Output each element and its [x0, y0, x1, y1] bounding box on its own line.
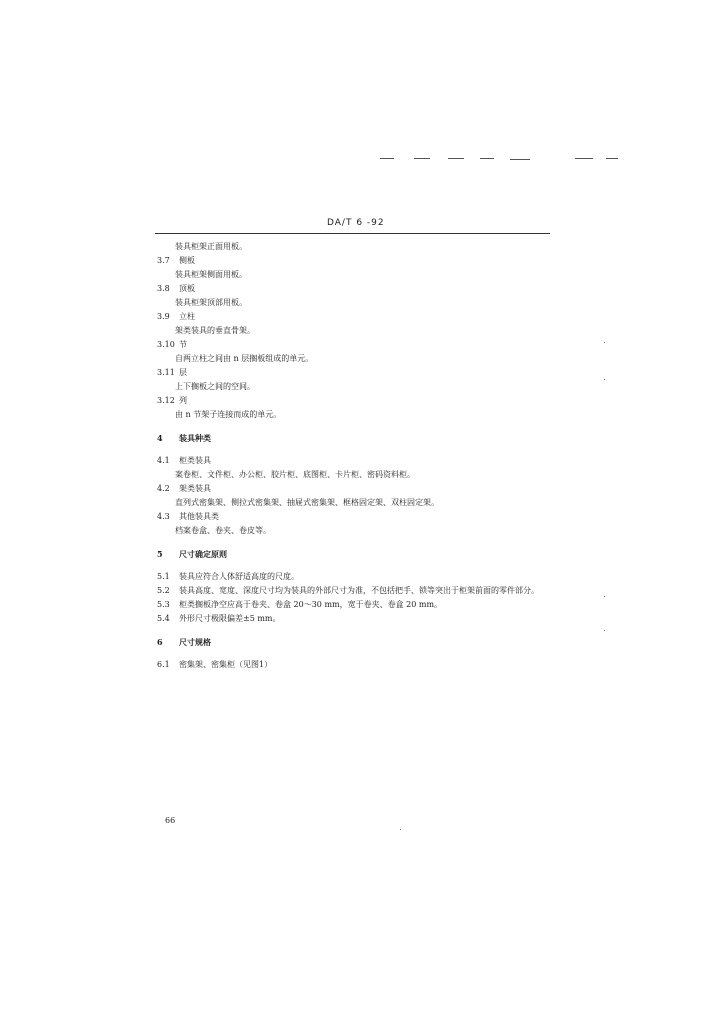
clause-heading: 3.8 顶板 [157, 284, 195, 293]
clause-text: 直列式密集架、侧拉式密集架、抽屉式密集架、框格固定架、双柱固定架。 [175, 498, 439, 507]
document-code: DA/T 6 -92 [323, 218, 389, 228]
definition-text: 由 n 节架子连接而成的单元。 [175, 410, 282, 419]
header-rule [155, 233, 550, 234]
scan-artifact-dashes [380, 158, 620, 162]
clause-text: 5.3 柜类搁板净空应高于卷夹、卷盒 20～30 mm，宽于卷夹、卷盒 20 mm。 [157, 600, 443, 609]
page-number: 66 [165, 816, 176, 825]
clause-heading: 3.11 层 [157, 368, 187, 377]
definition-text: 自两立柱之间由 n 层搁板组成的单元。 [175, 354, 314, 363]
scan-speck [604, 596, 605, 597]
scan-speck [400, 829, 401, 830]
clause-text: 5.4 外形尺寸极限偏差±5 mm。 [157, 614, 281, 623]
definition-text: 装具柜架侧面用板。 [175, 270, 247, 279]
scan-speck [604, 342, 605, 343]
section-heading: 4 装具种类 [157, 433, 211, 443]
clause-heading: 4.3 其他装具类 [157, 512, 219, 521]
clause-heading: 3.7 侧板 [157, 256, 195, 265]
clause-text: 案卷柜、文件柜、办公柜、胶片柜、底图柜、卡片柜、密码资料柜。 [175, 470, 415, 479]
clause-heading: 3.12 列 [157, 396, 187, 405]
clause-text: 档案卷盒、卷夹、卷皮等。 [175, 526, 271, 535]
clause-heading: 3.10 节 [157, 340, 187, 349]
section-heading: 6 尺寸规格 [157, 637, 211, 647]
clause-heading: 4.2 架类装具 [157, 484, 211, 493]
clause-heading: 3.9 立柱 [157, 312, 195, 321]
definition-text: 装具柜架顶部用板。 [175, 298, 247, 307]
clause-text: 6.1 密集架、密集柜（见图1） [157, 660, 273, 669]
section-heading: 5 尺寸确定原则 [157, 549, 227, 559]
definition-text: 上下搁板之间的空间。 [175, 382, 255, 391]
scan-speck [604, 379, 605, 380]
document-body [157, 240, 607, 672]
page-header [155, 216, 550, 236]
scan-speck [604, 630, 605, 631]
definition-text: 装具柜架正面用板。 [175, 242, 247, 251]
clause-text: 5.1 装具应符合人体舒适高度的尺度。 [157, 572, 299, 581]
definition-text: 架类装具的垂直骨架。 [175, 326, 255, 335]
clause-text: 5.2 装具高度、宽度、深度尺寸均为装具的外部尺寸为准，不包括把手、锁等突出于柜架前面的零件部分。 [157, 586, 539, 595]
clause-heading: 4.1 柜类装具 [157, 456, 211, 465]
